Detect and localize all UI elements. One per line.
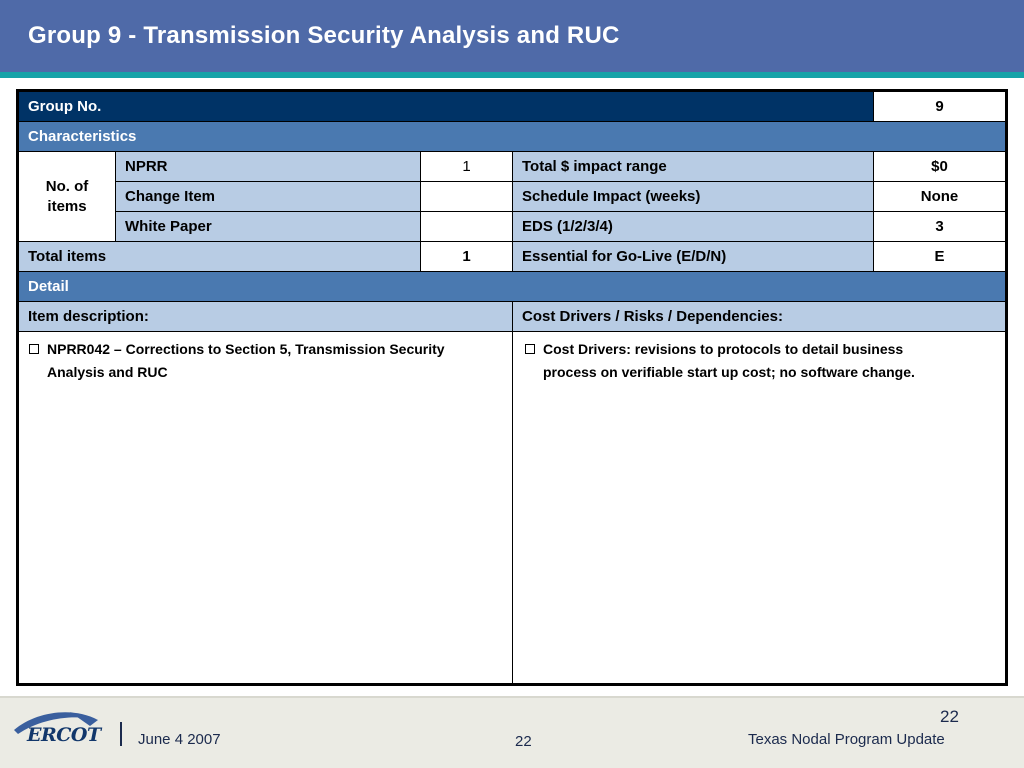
item-type-label: Change Item bbox=[116, 182, 421, 212]
detail-header: Detail bbox=[18, 272, 1007, 302]
list-item bbox=[27, 338, 502, 384]
slide-number: 22 bbox=[940, 707, 959, 726]
total-items-label: Total items bbox=[18, 242, 421, 272]
table-row bbox=[18, 152, 1007, 182]
group-summary-table bbox=[16, 89, 1008, 686]
essential-label: Essential for Go-Live (E/D/N) bbox=[513, 242, 874, 272]
metric-value: 3 bbox=[874, 212, 1007, 242]
item-count-value bbox=[421, 182, 513, 212]
metric-label: Total $ impact range bbox=[513, 152, 874, 182]
total-items-row bbox=[18, 242, 1007, 272]
cost-drivers-text: Cost Drivers: revisions to protocols to detail business process on verifiable start up cost; no software change. bbox=[543, 341, 915, 380]
table-row bbox=[18, 182, 1007, 212]
footer-program-name: Texas Nodal Program Update bbox=[748, 731, 945, 748]
ercot-logo-text: ERCOT bbox=[27, 724, 101, 746]
total-items-value: 1 bbox=[421, 242, 513, 272]
metric-label: Schedule Impact (weeks) bbox=[513, 182, 874, 212]
metric-value: None bbox=[874, 182, 1007, 212]
detail-row bbox=[18, 272, 1007, 302]
item-description-cell bbox=[18, 332, 513, 685]
item-count-value: 1 bbox=[421, 152, 513, 182]
footer-separator bbox=[120, 722, 122, 746]
footer-date: June 4 2007 bbox=[138, 731, 221, 748]
detail-content-row bbox=[18, 332, 1007, 685]
essential-value: E bbox=[874, 242, 1007, 272]
group-row bbox=[18, 91, 1007, 122]
table-row bbox=[18, 212, 1007, 242]
group-value-cell: 9 bbox=[874, 91, 1007, 122]
characteristics-row bbox=[18, 122, 1007, 152]
item-description-text: NPRR042 – Corrections to Section 5, Transmission Security Analysis and RUC bbox=[47, 341, 445, 380]
footer-page-number: 22 bbox=[515, 733, 532, 750]
detail-headers-row bbox=[18, 302, 1007, 332]
checkbox-bullet-icon bbox=[29, 344, 39, 354]
group-label-cell: Group No. bbox=[18, 91, 874, 122]
characteristics-header: Characteristics bbox=[18, 122, 1007, 152]
cost-drivers-cell bbox=[513, 332, 1007, 685]
item-type-label: White Paper bbox=[116, 212, 421, 242]
no-of-items-label: No. of items bbox=[18, 152, 116, 242]
checkbox-bullet-icon bbox=[525, 344, 535, 354]
list-item bbox=[523, 338, 995, 384]
metric-value: $0 bbox=[874, 152, 1007, 182]
item-count-value bbox=[421, 212, 513, 242]
item-description-header: Item description: bbox=[18, 302, 513, 332]
item-type-label: NPRR bbox=[116, 152, 421, 182]
accent-line bbox=[0, 72, 1024, 78]
metric-label: EDS (1/2/3/4) bbox=[513, 212, 874, 242]
cost-drivers-header: Cost Drivers / Risks / Dependencies: bbox=[513, 302, 1007, 332]
slide-title: Group 9 - Transmission Security Analysis and RUC bbox=[28, 22, 620, 49]
